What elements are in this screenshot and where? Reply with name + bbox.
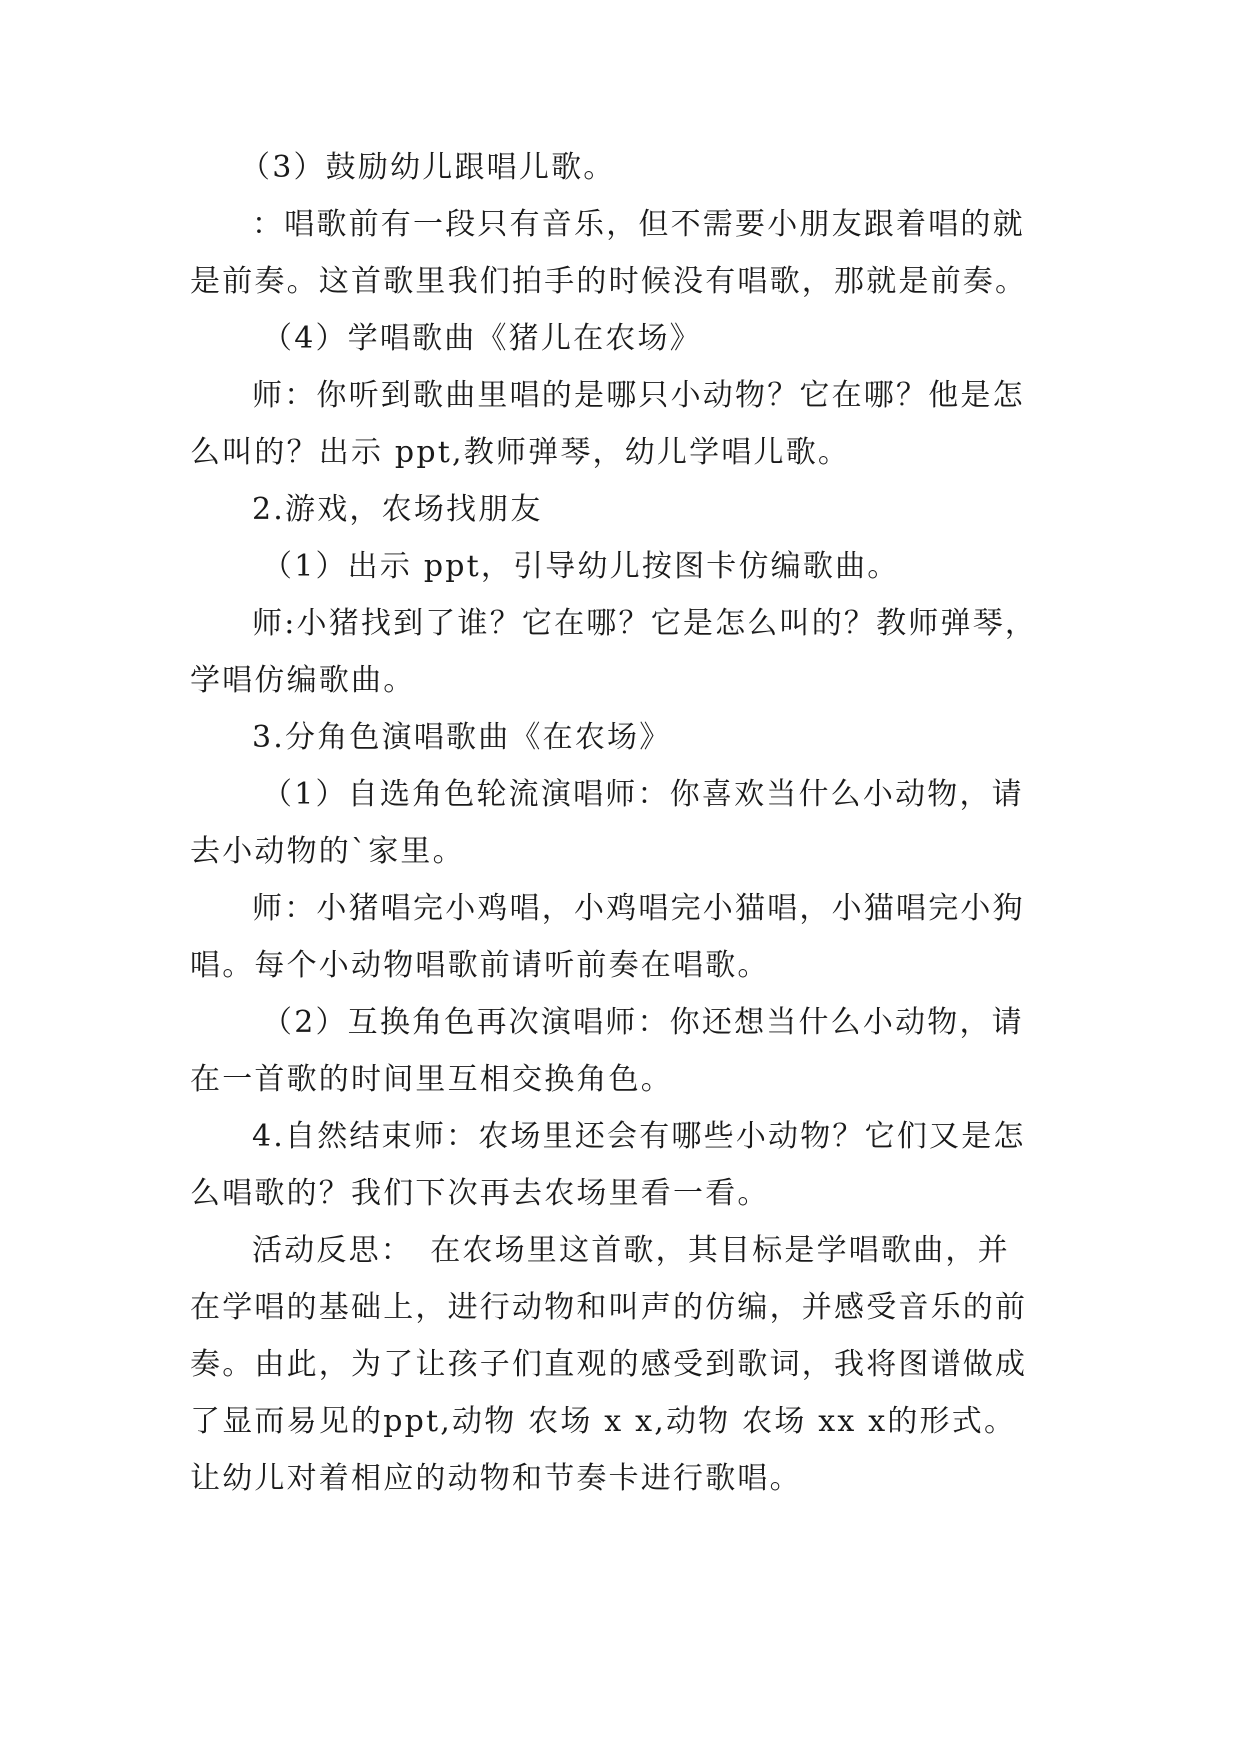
paragraph-line: 在学唱的基础上，进行动物和叫声的仿编，并感受音乐的前 (190, 1290, 1028, 1325)
paragraph-line: 是前奏。这首歌里我们拍手的时候没有唱歌，那就是前奏。 (190, 264, 1028, 299)
paragraph-line: 学唱仿编歌曲。 (190, 663, 416, 698)
paragraph-line: 么叫的？出示 ppt,教师弹琴，幼儿学唱儿歌。 (190, 435, 851, 470)
paragraph-line: 师：你听到歌曲里唱的是哪只小动物？它在哪？他是怎 (252, 378, 1025, 413)
paragraph-line: 奏。由此，为了让孩子们直观的感受到歌词，我将图谱做成 (190, 1347, 1028, 1382)
paragraph-line: 活动反思： 在农场里这首歌，其目标是学唱歌曲，并 (252, 1233, 1010, 1268)
paragraph-line: ：唱歌前有一段只有音乐，但不需要小朋友跟着唱的就 (252, 207, 1025, 242)
paragraph-line: 么唱歌的？我们下次再去农场里看一看。 (190, 1176, 770, 1211)
paragraph-line: 了显而易见的ppt,动物 农场 x x,动物 农场 xx x的形式。 (190, 1404, 1017, 1439)
paragraph-line: 2.游戏，农场找朋友 (252, 492, 543, 527)
paragraph-line: 师:小猪找到了谁？它在哪？它是怎么叫的？教师弹琴， (252, 606, 1038, 641)
paragraph-line: 唱。每个小动物唱歌前请听前奏在唱歌。 (190, 948, 770, 983)
paragraph-line: （2）互换角色再次演唱师：你还想当什么小动物，请 (262, 1005, 1024, 1040)
paragraph-line: （1）自选角色轮流演唱师：你喜欢当什么小动物，请 (262, 777, 1024, 812)
paragraph-line: 4.自然结束师：农场里还会有哪些小动物？它们又是怎 (252, 1119, 1026, 1154)
paragraph-line: 师：小猪唱完小鸡唱，小鸡唱完小猫唱，小猫唱完小狗 (252, 891, 1025, 926)
paragraph-line: （1）出示 ppt，引导幼儿按图卡仿编歌曲。 (262, 549, 900, 584)
paragraph-line: （4）学唱歌曲《猪儿在农场》 (262, 321, 702, 356)
paragraph-line: （3）鼓励幼儿跟唱儿歌。 (240, 150, 616, 185)
paragraph-line: 去小动物的`家里。 (190, 834, 465, 869)
paragraph-line: 在一首歌的时间里互相交换角色。 (190, 1062, 673, 1097)
paragraph-line: 让幼儿对着相应的动物和节奏卡进行歌唱。 (190, 1461, 802, 1496)
paragraph-line: 3.分角色演唱歌曲《在农场》 (252, 720, 672, 755)
